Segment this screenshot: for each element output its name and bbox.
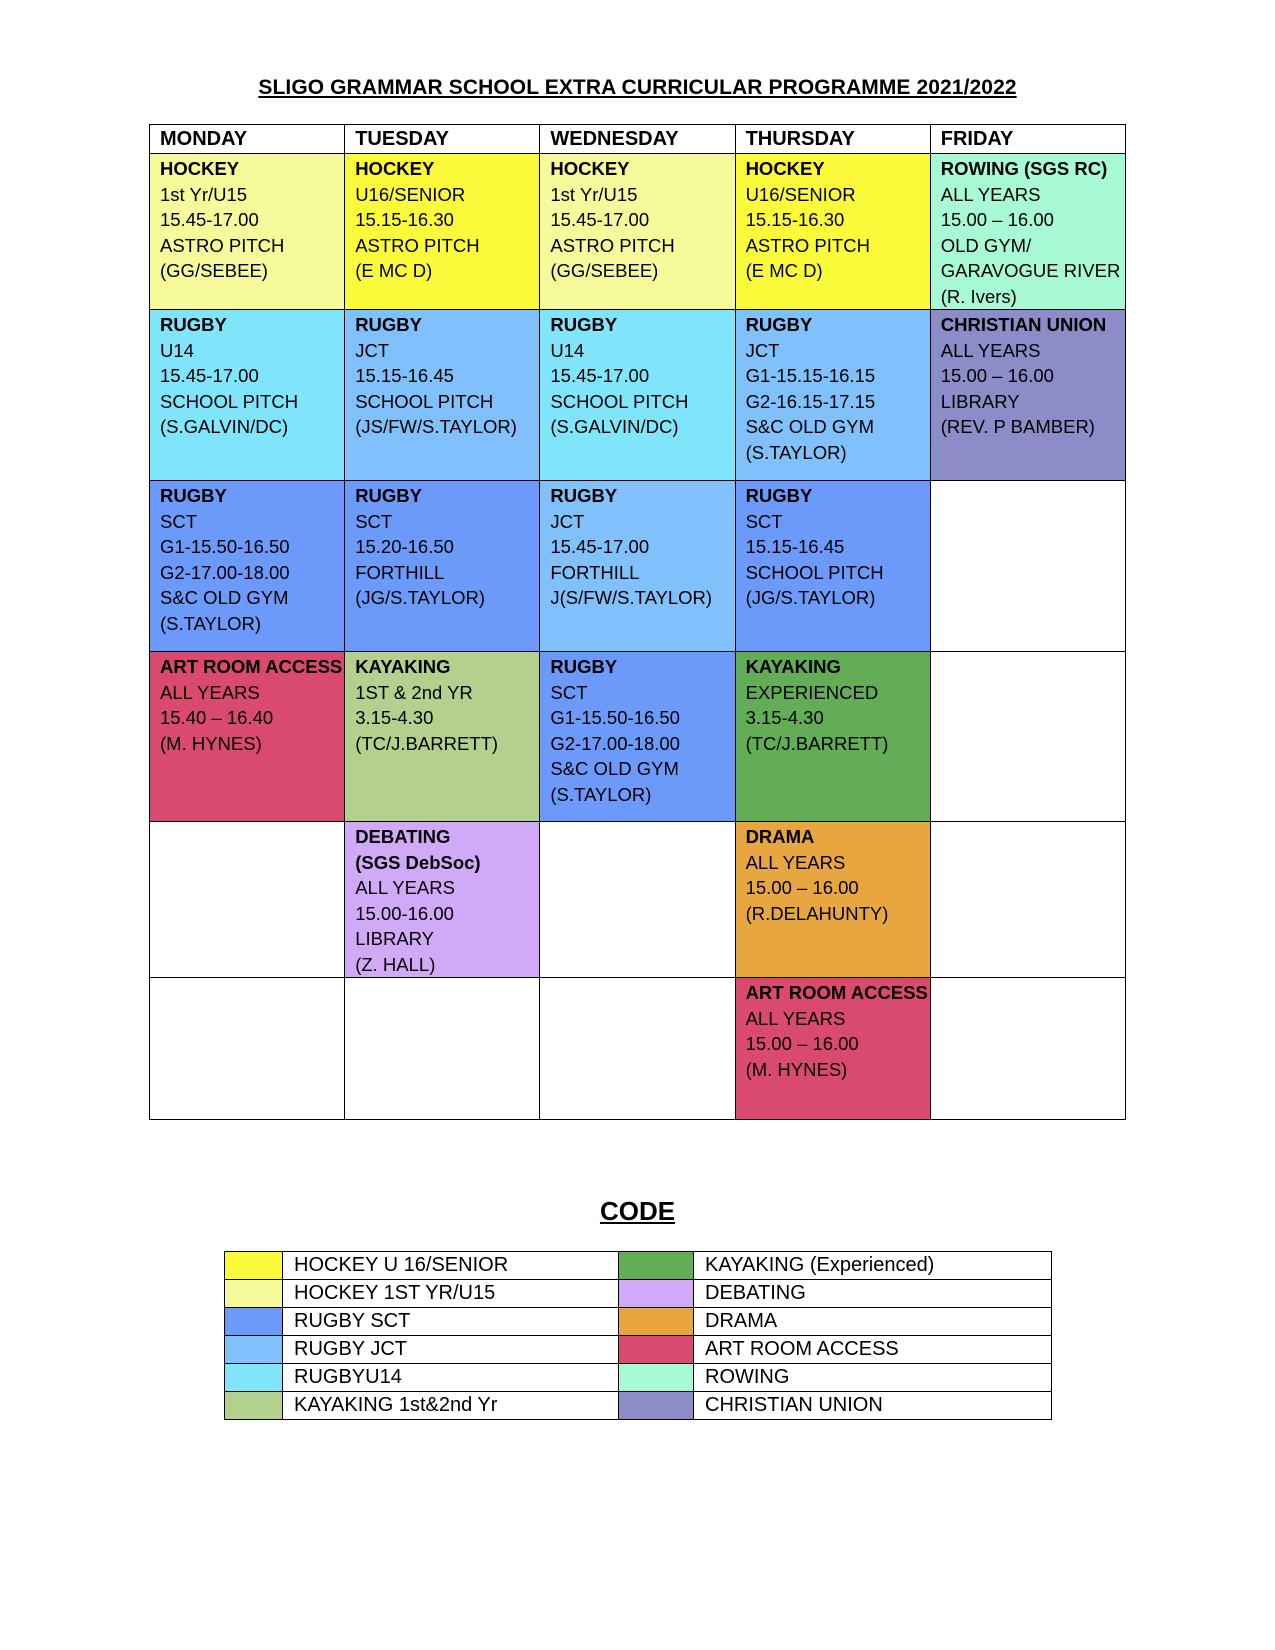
activity-cell-thursday (735, 978, 930, 1120)
legend-swatch (619, 1252, 694, 1280)
activity-detail: (R. Ivers) (940, 285, 1017, 307)
activity-title: ART ROOM ACCESS (745, 982, 928, 1003)
activity-cell-monday (150, 310, 345, 481)
activity-cell-wednesday (540, 978, 735, 1120)
activity-cell-monday (150, 481, 345, 652)
timetable-row (150, 652, 1126, 822)
activity-detail: SCHOOL PITCH (355, 390, 494, 412)
activity-title: RUGBY (745, 314, 813, 335)
activity-detail: 15.45-17.00 (550, 209, 650, 230)
activity-detail: 15.45-17.00 (550, 536, 650, 557)
legend-swatch (225, 1280, 283, 1308)
activity-detail: (REV. P BAMBER) (940, 416, 1095, 437)
activity-cell-wednesday (540, 154, 735, 310)
activity-cell-friday (930, 310, 1125, 481)
activity-detail: 15.45-17.00 (550, 365, 650, 386)
legend-label: ART ROOM ACCESS (694, 1336, 1052, 1364)
activity-detail: ALL YEARS (355, 877, 455, 898)
activity-title: DRAMA (745, 826, 815, 847)
activity-detail: 3.15-4.30 (355, 707, 434, 728)
activity-detail: LIBRARY (355, 928, 435, 949)
activity-cell-thursday (735, 481, 930, 652)
activity-detail: (GG/SEBEE) (550, 260, 659, 281)
activity-detail: (E MC D) (355, 260, 433, 281)
activity-detail: (Z. HALL) (355, 953, 436, 975)
legend-row (225, 1280, 1052, 1308)
activity-detail: ALL YEARS (745, 1007, 846, 1029)
activity-detail: 15.00-16.00 (355, 902, 454, 924)
activity-cell-tuesday (345, 822, 540, 978)
legend-swatch (619, 1280, 694, 1308)
activity-detail: (S.TAYLOR) (160, 612, 262, 634)
legend-label: DEBATING (694, 1280, 1052, 1308)
activity-detail: 15.00 – 16.00 (745, 1033, 859, 1054)
legend-label: CHRISTIAN UNION (694, 1392, 1052, 1420)
activity-detail: (JG/S.TAYLOR) (355, 587, 486, 608)
legend-swatch (225, 1364, 283, 1392)
activity-detail: FORTHILL (355, 561, 445, 583)
activity-cell-monday (150, 154, 345, 310)
activity-detail: U14 (160, 339, 194, 361)
activity-detail: U16/SENIOR (745, 183, 856, 205)
activity-detail: S&C OLD GYM (160, 587, 289, 608)
timetable-row (150, 822, 1126, 978)
activity-detail: U16/SENIOR (355, 183, 466, 205)
activity-cell-thursday (735, 822, 930, 978)
activity-detail: OLD GYM/ (940, 234, 1032, 256)
day-header-row (150, 125, 1126, 154)
activity-detail: (S.GALVIN/DC) (160, 416, 289, 437)
activity-detail: (JS/FW/S.TAYLOR) (355, 416, 517, 437)
activity-detail: FORTHILL (550, 561, 640, 583)
activity-cell-tuesday (345, 481, 540, 652)
activity-cell-tuesday (345, 978, 540, 1120)
activity-detail: ASTRO PITCH (160, 234, 285, 256)
timetable-row (150, 481, 1126, 652)
legend-label: RUGBY JCT (283, 1336, 619, 1364)
activity-detail: G1-15.50-16.50 (160, 536, 290, 557)
activity-title: HOCKEY (160, 158, 240, 179)
legend-label: DRAMA (694, 1308, 1052, 1336)
activity-detail: ASTRO PITCH (355, 234, 480, 256)
timetable (149, 124, 1126, 1120)
activity-detail: (JG/S.TAYLOR) (745, 587, 876, 608)
activity-cell-tuesday (345, 154, 540, 310)
activity-detail: JCT (550, 510, 585, 532)
activity-detail: ASTRO PITCH (550, 234, 675, 256)
activity-cell-friday (930, 822, 1125, 978)
activity-detail: SCHOOL PITCH (160, 390, 299, 412)
activity-detail: 15.20-16.50 (355, 536, 454, 557)
activity-detail: 1st Yr/U15 (160, 183, 248, 205)
activity-detail: (E MC D) (745, 260, 823, 281)
activity-title: HOCKEY (355, 158, 435, 179)
activity-title: RUGBY (550, 485, 618, 506)
legend-label: RUGBY SCT (283, 1308, 619, 1336)
activity-title: RUGBY (550, 314, 618, 335)
timetable-body (150, 154, 1126, 1120)
activity-detail: (S.GALVIN/DC) (550, 416, 679, 437)
activity-detail: 1st Yr/U15 (550, 183, 638, 205)
legend-swatch (619, 1308, 694, 1336)
activity-detail: 15.15-16.45 (745, 536, 845, 557)
activity-detail: S&C OLD GYM (745, 416, 875, 437)
activity-detail: (S.TAYLOR) (745, 441, 847, 463)
day-header-friday: FRIDAY (930, 125, 1125, 154)
activity-detail: G2-17.00-18.00 (160, 561, 290, 583)
activity-detail: SCT (550, 681, 588, 703)
activity-detail: (TC/J.BARRETT) (355, 732, 499, 754)
activity-detail: ALL YEARS (160, 681, 260, 703)
activity-detail: (S.TAYLOR) (550, 783, 652, 805)
legend-label: KAYAKING (Experienced) (694, 1252, 1052, 1280)
timetable-row (150, 310, 1126, 481)
activity-title: RUGBY (550, 656, 618, 677)
activity-title: HOCKEY (745, 158, 825, 179)
activity-detail: JCT (355, 339, 390, 361)
activity-detail: 15.15-16.30 (355, 209, 454, 230)
activity-detail: 15.00 – 16.00 (940, 209, 1054, 230)
activity-cell-monday (150, 652, 345, 822)
activity-detail: (M. HYNES) (160, 732, 262, 754)
legend-body (225, 1252, 1052, 1420)
activity-detail: (TC/J.BARRETT) (745, 732, 889, 754)
timetable-row (150, 154, 1126, 310)
activity-detail: ALL YEARS (940, 183, 1041, 205)
activity-detail: ASTRO PITCH (745, 234, 870, 256)
activity-detail: GARAVOGUE RIVER (940, 260, 1121, 281)
activity-detail: SCHOOL PITCH (745, 561, 884, 583)
legend-swatch (225, 1308, 283, 1336)
legend-row (225, 1364, 1052, 1392)
activity-detail: 15.00 – 16.00 (940, 365, 1054, 386)
activity-detail: SCHOOL PITCH (550, 390, 689, 412)
activity-detail: 1ST & 2nd YR (355, 681, 473, 703)
timetable-row (150, 978, 1126, 1120)
colour-code-legend (224, 1251, 1052, 1420)
activity-cell-wednesday (540, 652, 735, 822)
activity-cell-wednesday (540, 481, 735, 652)
legend-label: HOCKEY 1ST YR/U15 (283, 1280, 619, 1308)
activity-detail: 15.40 – 16.40 (160, 707, 274, 728)
activity-title: KAYAKING (745, 656, 841, 677)
activity-title: HOCKEY (550, 158, 630, 179)
activity-title: RUGBY (160, 485, 227, 506)
activity-detail: G1-15.15-16.15 (745, 365, 876, 386)
day-header-wednesday: WEDNESDAY (540, 125, 735, 154)
code-title: CODE (599, 1196, 676, 1226)
activity-title: RUGBY (355, 485, 422, 506)
legend-row (225, 1336, 1052, 1364)
activity-detail: 3.15-4.30 (745, 707, 824, 728)
activity-cell-friday (930, 978, 1125, 1120)
day-header-monday: MONDAY (150, 125, 345, 154)
legend-swatch (619, 1364, 694, 1392)
activity-title: RUGBY (355, 314, 422, 335)
activity-detail: (R.DELAHUNTY) (745, 902, 889, 924)
activity-detail: JCT (745, 339, 780, 361)
activity-title: DEBATING (355, 826, 451, 847)
legend-swatch (225, 1336, 283, 1364)
legend-swatch (225, 1392, 283, 1420)
activity-cell-tuesday (345, 310, 540, 481)
activity-detail: G2-16.15-17.15 (745, 390, 876, 412)
legend-swatch (619, 1336, 694, 1364)
activity-title: ROWING (SGS RC) (940, 158, 1108, 179)
activity-detail: ALL YEARS (940, 339, 1041, 361)
activity-detail: G1-15.50-16.50 (550, 707, 680, 728)
activity-detail: 15.15-16.30 (745, 209, 845, 230)
activity-cell-friday (930, 481, 1125, 652)
activity-detail: U14 (550, 339, 585, 361)
legend-label: ROWING (694, 1364, 1052, 1392)
day-header-tuesday: TUESDAY (345, 125, 540, 154)
activity-detail: G2-17.00-18.00 (550, 732, 680, 754)
activity-detail: SCT (745, 510, 783, 532)
activity-detail: ALL YEARS (745, 851, 846, 873)
activity-detail: 15.45-17.00 (160, 365, 259, 386)
activity-cell-thursday (735, 154, 930, 310)
activity-title: CHRISTIAN UNION (940, 314, 1107, 335)
activity-detail: (M. HYNES) (745, 1058, 848, 1080)
activity-cell-thursday (735, 652, 930, 822)
legend-row (225, 1392, 1052, 1420)
activity-detail: (GG/SEBEE) (160, 260, 268, 281)
day-header-thursday: THURSDAY (735, 125, 930, 154)
activity-cell-wednesday (540, 822, 735, 978)
legend-label: HOCKEY U 16/SENIOR (283, 1252, 619, 1280)
activity-detail: (SGS DebSoc) (355, 851, 481, 873)
activity-title: RUGBY (160, 314, 227, 335)
legend-row (225, 1252, 1052, 1280)
activity-cell-thursday (735, 310, 930, 481)
activity-detail: SCT (355, 510, 393, 532)
activity-detail: 15.15-16.45 (355, 365, 454, 386)
legend-row (225, 1308, 1052, 1336)
activity-detail: SCT (160, 510, 197, 532)
activity-cell-tuesday (345, 652, 540, 822)
activity-cell-monday (150, 822, 345, 978)
legend-label: RUGBYU14 (283, 1364, 619, 1392)
activity-detail: 15.00 – 16.00 (745, 877, 859, 898)
legend-label: KAYAKING 1st&2nd Yr (283, 1392, 619, 1420)
activity-cell-monday (150, 978, 345, 1120)
activity-title: ART ROOM ACCESS (160, 656, 343, 677)
activity-title: RUGBY (745, 485, 813, 506)
page-title: SLIGO GRAMMAR SCHOOL EXTRA CURRICULAR PROGRAMME 2021/2022 (258, 76, 1017, 99)
activity-detail: LIBRARY (940, 390, 1020, 412)
activity-title: KAYAKING (355, 656, 451, 677)
activity-detail: 15.45-17.00 (160, 209, 259, 230)
activity-detail: J(S/FW/S.TAYLOR) (550, 587, 713, 608)
activity-cell-friday (930, 652, 1125, 822)
legend-swatch (225, 1252, 283, 1280)
legend-swatch (619, 1392, 694, 1420)
activity-detail: S&C OLD GYM (550, 758, 679, 779)
activity-cell-friday (930, 154, 1125, 310)
activity-detail: EXPERIENCED (745, 681, 879, 703)
activity-cell-wednesday (540, 310, 735, 481)
